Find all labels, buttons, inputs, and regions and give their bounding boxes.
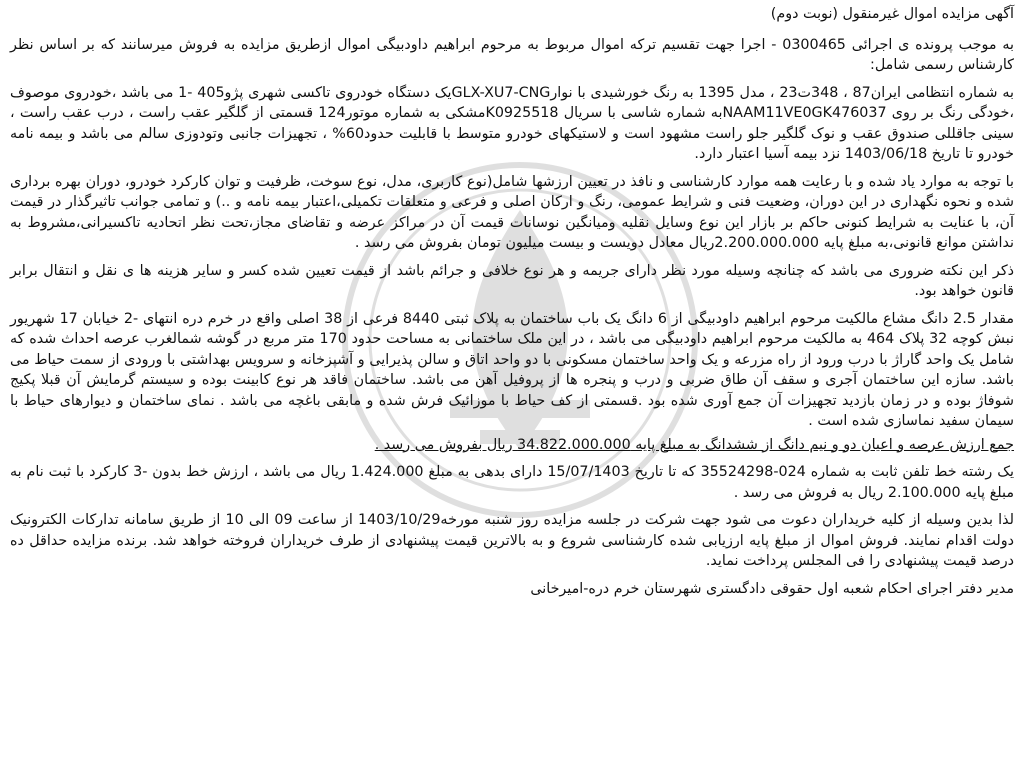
- signature-line: مدیر دفتر اجرای احکام شعبه اول حقوقی دادگستری شهرستان خرم دره-امیرخانی: [530, 580, 1014, 597]
- note-paragraph: ذکر این نکته ضروری می باشد که چنانچه وسیله مورد نظر دارای جریمه و هر نوع خلافی و جرائم باشد از قیمت تعیین شده کسر و سایر هزینه ها ی نقل و انتقال برابر قانون خواهد بود.: [10, 262, 1014, 299]
- notice-body: [10, 4, 1014, 606]
- invitation-paragraph: لذا بدین وسیله از کلیه خریداران دعوت می شود جهت شرکت در جلسه مزایده روز شنبه مورخه1403/10/29 از ساعت 09 الی 10 از طریق سامانه تدارکات الکترونیک دولت اقدام نمایند. فروش اموال از مبلغ پایه ارزیابی شده کارشناسی شروع و به بالاترین قیمت پیشنهادی از طرف خریداران فروخته خواهد شد. برنده مزایده حداقل ده درصد قیمت پیشنهادی را فی المجلس پرداخت نماید.: [10, 512, 1014, 569]
- total-value-text: جمع ارزش عرصه و اعیان دو و نیم دانگ از ششدانگ به مبلغ پایه 34.822.000.000 ریال بفروش می رسد .: [374, 436, 1014, 453]
- intro-paragraph: به موجب پرونده ی اجرائی 0300465 - اجرا جهت تقسیم ترکه اموال مربوط به مرحوم ابراهیم داودبیگی اموال ازطریق مزایده به فروش میرسانند که بر اساس نظر کارشناس رسمی شامل:: [10, 36, 1014, 73]
- item-vehicle-paragraph: به شماره انتظامی ایران87 ، 348ت23 ، مدل 1395 به رنگ خورشیدی با نوارGLX-XU7-CNGیک دستگاه خودروی تاکسی شهری پژو405 -1 می باشد ،خودروی موصوف ،خودگی رنگ بر روی NAAM11VE0GK476037به شماره شاسی با سریال K0925518مشکی به شماره موتور124 قسمتی از گلگیر عقب راست ، درب عقب راست ، سینی جاقللی صندوق عقب و نوک گلگیر جلو راست مشهود است و لاستیکهای خودرو متوسط با قابلیت حدود60% ، تجهیزات جانبی وتودوزی سالم می باشد و بیمه نامه خودرو تا تاریخ 1403/06/18 نزد بیمه آسیا اعتبار دارد.: [10, 84, 1014, 162]
- item-property-paragraph: مقدار 2.5 دانگ مشاع مالکیت مرحوم ابراهیم داودبیگی از 6 دانگ یک باب ساختمان به پلاک ثبتی 8440 فرعی از 38 اصلی واقع در خرم دره انتهای -2 خیابان 17 شهریور نبش کوچه 32 پلاک 464 به مالکیت مرحوم ابراهیم داودبیگی می باشد ، در این ملک ساختمانی به مساحت حدود 170 متر مربع در گوشه شمالغرب عرصه احداث شده که شامل یک واحد گاراژ با درب ورود از راه مزرعه و یک واحد ساختمان مسکونی با دو واحد اتاق و سالن پذیرایی و آشپزخانه و سرویس بهداشتی با ورودی از سمت حیاط می باشد. سازه این ساختمان آجری و سقف آن طاق ضربی و درب و پنجره ها از پروفیل آهن می باشد. ساختمان فاقد هر نوع کابینت بوده و سیستم گرمایش آن قبلا پکیج شوفاژ بوده و در زمان بازدید تجهیزات آن جمع آوری شده بود .قسمتی از کف حیاط با موزائیک فرش شده و مابقی باغچه می باشد . نمای ساختمان و دیوارهای حیاط با سیمان سفید نماسازی شده است .: [10, 310, 1014, 429]
- total-value-line: [10, 435, 1014, 456]
- page-title: آگهی مزایده اموال غیرمنقول (نوبت دوم): [770, 6, 1014, 22]
- item-phone-line-paragraph: یک رشته خط تلفن ثابت به شماره 024-35524298 که تا تاریخ 15/07/1403 دارای بدهی به مبلغ 1.424.000 ریال می باشد ، ارزش خط بدون -3 کارکرد با ثبت نام به مبلغ پایه 2.100.000 ریال به فروش می رسد .: [10, 464, 1014, 501]
- valuation-paragraph: با توجه به موارد یاد شده و با رعایت همه موارد کارشناسی و نافذ در تعیین ارزشها شامل(نوع کاربری، مدل، نوع سوخت، ظرفیت و توان کارکرد خودرو، دوران بهره برداری شده و نحوه نگهداری در این دوران، وضعیت فنی و شرایط عمومی، رنگ و ارکان اصلی و فرعی و متعلقات تکمیلی،اعتبار بیمه نامه و ..) و تمامی جوانب تاثیرگذار در قیمت آن، با عنایت به شرایط کنونی حاکم بر بازار این نوع وسایل نقلیه ومیانگین نوسانات قیمت آن در مراکز عرضه و تقاضای مجاز،تحت نظر اتحادیه تاکسیرانی،مشروط به نداشتن موانع قانونی،به مبلغ پایه 2.200.000.000ریال معادل دویست و بیست میلیون تومان بفروش می رسد .: [10, 173, 1014, 251]
